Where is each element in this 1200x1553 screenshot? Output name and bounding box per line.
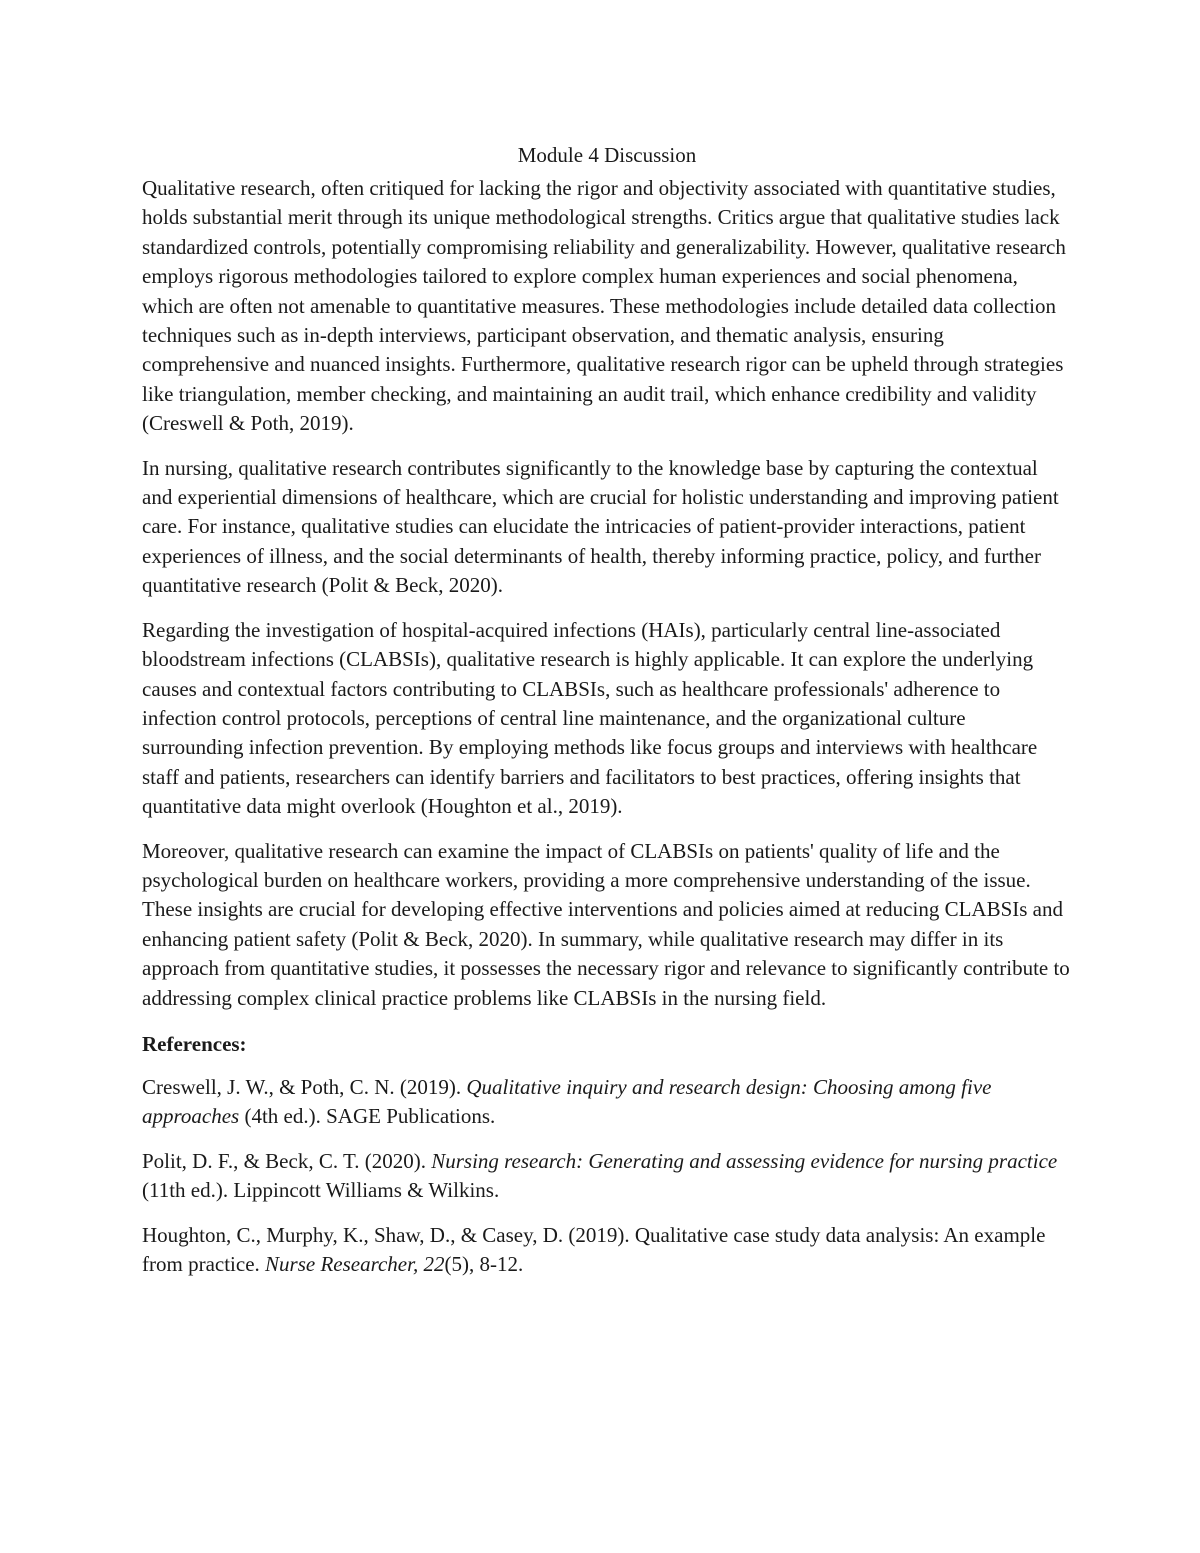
reference-entry-1 bbox=[142, 1073, 1072, 1132]
body-paragraph-2: In nursing, qualitative research contributes significantly to the knowledge base by capturing the contextual and experiential dimensions of healthcare, which are crucial for holistic understanding and improving patient care. For instance, qualitative studies can elucidate the intricacies of patient-provider interactions, patient experiences of illness, and the social determinants of health, thereby informing practice, policy, and further quantitative research (Polit & Beck, 2020). bbox=[142, 455, 1059, 598]
reference-text: (5), 8-12. bbox=[444, 1252, 524, 1276]
reference-text: Polit, D. F., & Beck, C. T. (2020). bbox=[142, 1148, 432, 1173]
reference-title: Nursing research: Generating and assessing evidence for nursing practice bbox=[431, 1148, 1058, 1173]
reference-text: (4th ed.). SAGE Publications. bbox=[239, 1104, 496, 1129]
reference-text: (11th ed.). Lippincott Williams & Wilkins. bbox=[142, 1178, 500, 1203]
reference-title: Qualitative inquiry and research design: Choosing among five approaches bbox=[142, 1074, 992, 1129]
reference-text: Houghton, C., Murphy, K., Shaw, D., & Casey, D. (2019). Qualitative case study data analysis: An example from practice. bbox=[142, 1222, 1046, 1276]
reference-journal: Nurse Researcher, 22 bbox=[265, 1252, 445, 1276]
reference-text: Creswell, J. W., & Poth, C. N. (2019). bbox=[142, 1074, 467, 1099]
body-paragraph-3: Regarding the investigation of hospital-acquired infections (HAIs), particularly central line-associated bloodstream infections (CLABSIs), qualitative research is highly applicable. It can explore the underlying causes and contextual factors contributing to CLABSIs, such as healthcare professionals' adherence to infection control protocols, perceptions of central line maintenance, and the organizational culture surrounding infection prevention. By employing methods like focus groups and interviews with healthcare staff and patients, researchers can identify barriers and facilitators to best practices, offering insights that quantitative data might overlook (Houghton et al., 2019). bbox=[142, 617, 1038, 819]
reference-entry-3 bbox=[142, 1221, 1072, 1280]
body-paragraph-1: Qualitative research, often critiqued for lacking the rigor and objectivity associated with quantitative studies, holds substantial merit through its unique methodological strengths. Critics argue that qualitative studies lack standardized controls, potentially compromising reliability and generalizability. However, qualitative research employs rigorous methodologies tailored to explore complex human experiences and social phenomena, which are often not amenable to quantitative measures. These methodologies include detailed data collection techniques such as in-depth interviews, participant observation, and thematic analysis, ensuring comprehensive and nuanced insights. Furthermore, qualitative research rigor can be upheld through strategies like triangulation, member checking, and maintaining an audit trail, which enhance credibility and validity (Creswell & Poth, 2019). bbox=[142, 176, 1066, 436]
document-title: Module 4 Discussion bbox=[517, 143, 697, 167]
reference-entry-2 bbox=[142, 1147, 1072, 1206]
document-page bbox=[142, 140, 1072, 1294]
references-heading: References: bbox=[142, 1031, 247, 1056]
body-paragraph-4: Moreover, qualitative research can examine the impact of CLABSIs on patients' quality of life and the psychological burden on healthcare workers, providing a more comprehensive understanding of the issue. These insights are crucial for developing effective interventions and policies aimed at reducing CLABSIs and enhancing patient safety (Polit & Beck, 2020). In summary, while qualitative research may differ in its approach from quantitative studies, it possesses the necessary rigor and relevance to significantly contribute to addressing complex clinical practice problems like CLABSIs in the nursing field. bbox=[142, 838, 1070, 1010]
